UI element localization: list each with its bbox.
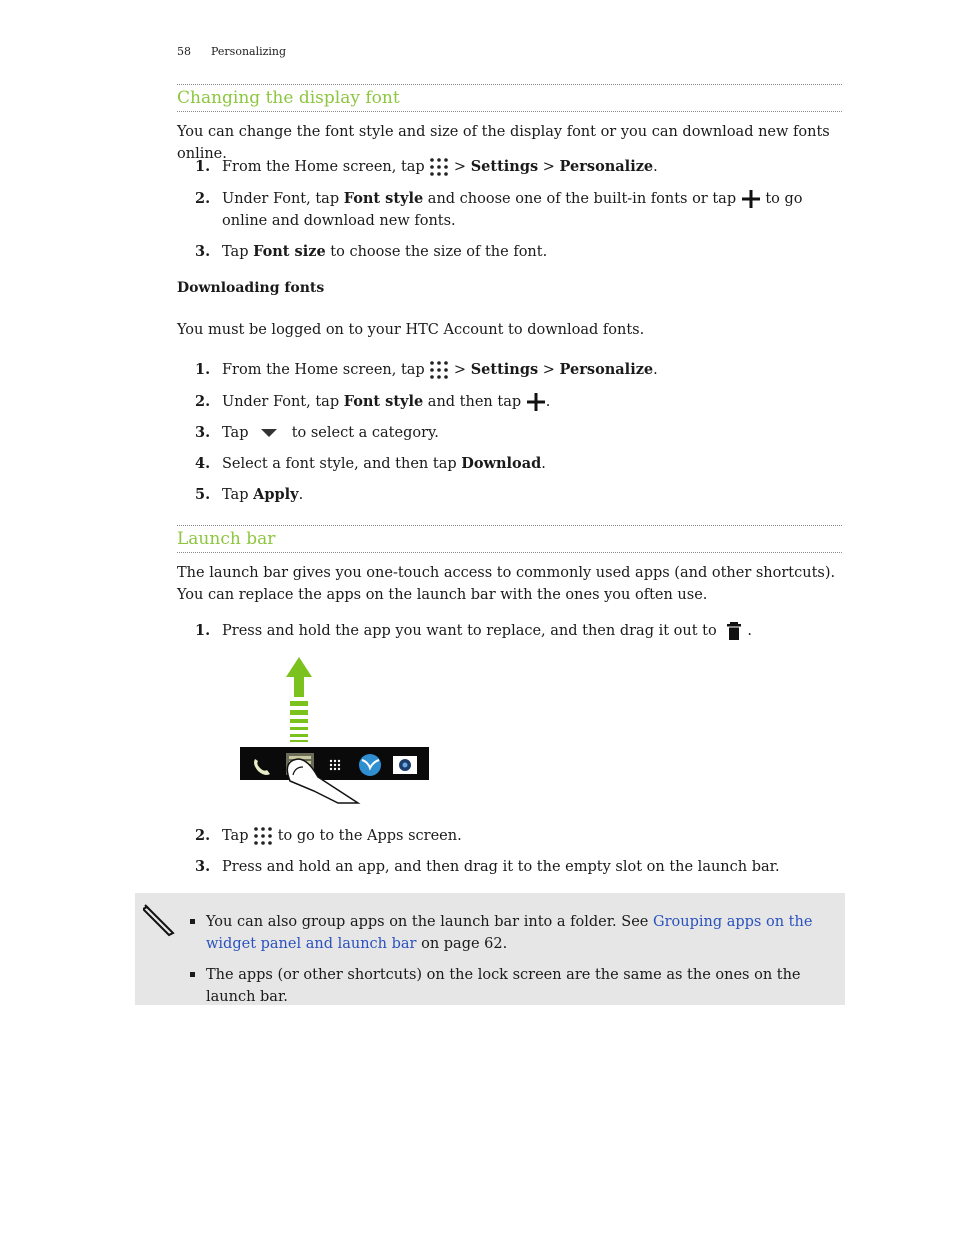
- drag-up-arrow-icon: [286, 657, 312, 742]
- section-title-display-font: Changing the display font: [177, 88, 400, 108]
- divider: [177, 525, 842, 526]
- plus-icon: [741, 189, 761, 209]
- section-name: Personalizing: [211, 45, 287, 58]
- browser-globe-icon: [359, 754, 381, 776]
- divider: [177, 84, 842, 85]
- camera-icon: [393, 756, 417, 774]
- subsection-title: Downloading fonts: [177, 280, 325, 296]
- apps-grid-icon: [330, 760, 340, 770]
- apps-grid-icon: [429, 360, 449, 380]
- section-intro: The launch bar gives you one-touch access to commonly used apps (and other shortcuts). You can replace the apps on the launch bar with the ones you often use.: [177, 565, 836, 603]
- page-number: 58: [177, 45, 191, 58]
- section-title-launch-bar: Launch bar: [177, 529, 276, 549]
- plus-icon: [526, 392, 546, 412]
- section-intro: You can change the font style and size of the display font or you can download new fonts online.: [177, 124, 830, 162]
- subsection-intro: You must be logged on to your HTC Account to download fonts.: [177, 322, 645, 338]
- divider: [177, 552, 842, 553]
- trash-icon: [723, 621, 745, 641]
- divider: [177, 111, 842, 112]
- dropdown-triangle-icon: [257, 427, 283, 439]
- grouping-apps-link[interactable]: Grouping apps on the widget panel and launch bar: [206, 914, 813, 952]
- pencil-note-icon: [143, 903, 177, 937]
- apps-grid-icon: [253, 826, 273, 846]
- launch-bar-illustration: [238, 655, 432, 805]
- apps-grid-icon: [429, 157, 449, 177]
- page-header: [177, 45, 286, 58]
